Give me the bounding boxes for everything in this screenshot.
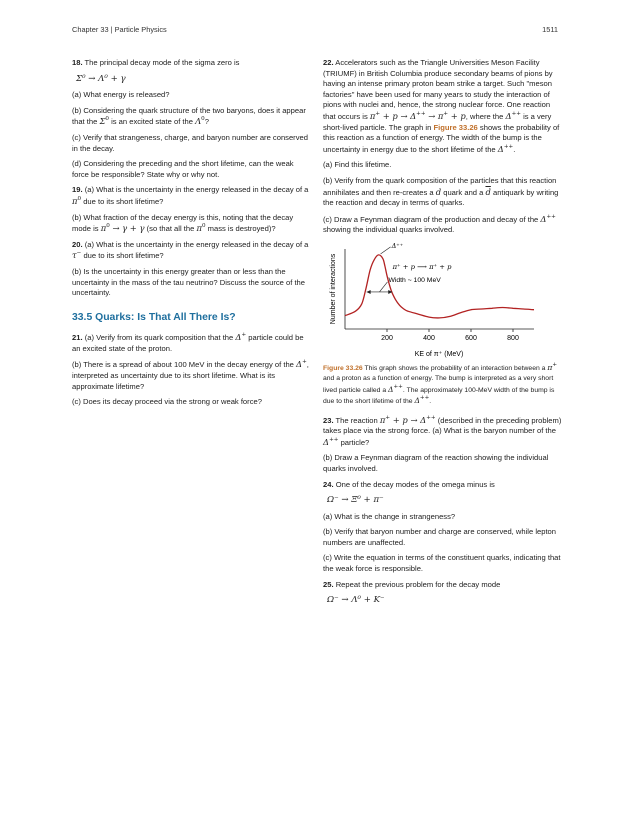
d-quark-symbol: d xyxy=(435,186,442,197)
part-b: (b) Considering the quark structure of the two baryons, does it appear that the $\Sigma^0$ is an excited state of the $\Lambda^0$? xyxy=(72,105,306,127)
peak-label: Δ⁺⁺ xyxy=(391,241,404,250)
x-tick-label: 600 xyxy=(465,334,477,342)
pion-zero-symbol: $\pi^0$ xyxy=(196,223,206,234)
lambda-zero-symbol: $\Lambda^0$ xyxy=(195,116,205,127)
text: (a) What is the uncertainty in the energy released in the decay of a xyxy=(84,239,309,249)
problem-number: 19. xyxy=(72,185,83,195)
text: showing the individual quarks involved. xyxy=(323,225,455,235)
page-number: 1511 xyxy=(542,25,558,34)
reaction-equation: π+ + p → Δ++ → π+ + p xyxy=(369,110,466,121)
reaction-equation: π+ + p → Δ++ xyxy=(379,414,436,425)
pion-plus-symbol: π+ xyxy=(547,361,557,372)
problem-20-a xyxy=(72,240,312,262)
reaction-label: π⁺ + p ⟶ π⁺ + p xyxy=(392,262,452,271)
equation: Σ⁰ → Λ⁰ + γ xyxy=(76,73,126,84)
text: due to its short lifetime? xyxy=(83,251,164,261)
text: particle could be an excited state of the proton. xyxy=(72,333,304,353)
anti-d-quark-symbol: $\overline{d}$ xyxy=(485,186,491,197)
text: (a) What is the uncertainty in the energy released in the decay of a xyxy=(84,185,309,195)
part-a: (a) What energy is released? xyxy=(72,90,170,100)
text: (b) Considering the quark structure of the two baryons, does it appear that the xyxy=(72,105,306,127)
problem-text: The principal decay mode of the sigma zero is xyxy=(84,58,240,67)
text: shows the probability of this reaction as a function of energy. The width of the bump is the uncertainty in energy due to the short lifetime of the xyxy=(323,122,560,154)
text: due to its short lifetime? xyxy=(83,196,164,206)
problem-21-c: (c) Does its decay proceed via the strong or weak force? xyxy=(72,397,262,407)
delta-plus-symbol: Δ+ xyxy=(235,332,247,343)
text: (b) What fraction of the decay energy is this, noting that the decay mode is xyxy=(72,212,294,234)
problem-21-b xyxy=(72,359,312,392)
text: One of the decay modes of the omega minus is xyxy=(335,479,495,489)
part-b: (b) Draw a Feynman diagram of the reaction showing the individual quarks involved. xyxy=(323,453,549,473)
figure-33-26 xyxy=(323,241,563,359)
text: , interpreted as uncertainty due to its short lifetime. What is its approximate lifetime? xyxy=(72,360,309,391)
text: Repeat the previous problem for the decay mode xyxy=(335,579,501,589)
text: Accelerators such as the Triangle Universities Meson Facility (TRIUMF) in British Columbia produce secondary beams of pions by having an intense primary proton beam strike a target. Such "meson factories" have been used for many years to study the interaction of pions with nuclei and, hence, the strong nuclear force. One reaction that occurs is xyxy=(323,58,553,121)
y-axis-label: Number of interactions xyxy=(330,253,337,325)
delta-plusplus-symbol: Δ++ xyxy=(505,110,521,121)
left-column xyxy=(72,58,312,413)
problem-25 xyxy=(323,580,563,591)
part-a: (a) Find this lifetime. xyxy=(323,160,392,170)
width-leader-line xyxy=(379,282,387,292)
part-b: (b) Verify that baryon number and charge are conserved, while lepton numbers are unaffected. xyxy=(323,527,557,547)
delta-plus-symbol: Δ+ xyxy=(296,359,307,370)
text: particle? xyxy=(340,437,370,447)
text: , where the xyxy=(465,111,504,121)
problem-24 xyxy=(323,480,563,491)
section-title: 33.5 Quarks: Is That All There Is? xyxy=(72,311,236,323)
resonance-chart xyxy=(323,241,563,359)
delta-plusplus-symbol: Δ++ xyxy=(540,213,556,224)
chapter-header: Chapter 33 | Particle Physics xyxy=(72,25,167,34)
tau-minus-symbol: τ− xyxy=(72,250,82,261)
equation: Ω⁻ → Ξ⁰ + π⁻ xyxy=(327,495,384,506)
delta-plusplus-symbol: Δ++ xyxy=(387,383,403,394)
caption-label: Figure 33.26 xyxy=(323,364,363,372)
part-c: (c) Verify that strangeness, charge, and baryon number are conserved in the decay. xyxy=(72,132,308,153)
text: (so that all the xyxy=(146,224,195,234)
part-a: (a) What is the change in strangeness? xyxy=(323,511,456,521)
width-label: Width ~ 100 MeV xyxy=(388,276,441,284)
part-c xyxy=(323,214,563,236)
problem-21-a xyxy=(72,332,312,354)
problem-22: 22. Accelerators such as the Triangle Universities Meson Facility (TRIUMF) in British Columbia produce secondary beams of pions by having an intense primary proton beam strike a target. Such "meson factories" have been used for many years to study the interaction of pions with nuclei and, hence, the strong nuclear force. One reaction that occurs is π+ + p → Δ++ → π+ + p, where the Δ++ is a very short-lived particle. The graph in Figure 33.26 shows the probability of this reaction as a function of energy. The width of the bump is the uncertainty in energy due to the short lifetime of the Δ++. xyxy=(323,58,560,154)
problem-number: 25. xyxy=(323,579,334,589)
text: and a proton as a function of energy. The bump is interpreted as a very short lived particle called a xyxy=(323,375,554,394)
pion-zero-symbol: $\pi^0$ xyxy=(72,195,82,206)
text: is an excited state of the xyxy=(111,117,193,127)
problem-20-b: (b) Is the uncertainty in this energy greater than or less than the uncertainty in the mass of the tau neutrino? Discuss the source of the uncertainty. xyxy=(72,266,306,298)
text: (a) Verify from its quark composition that the xyxy=(84,333,234,343)
part-d: (d) Considering the preceding and the short lifetime, can the weak force be responsible? State why or why not. xyxy=(72,159,294,179)
figure-caption: Figure 33.26 This graph shows the probability of an interaction between a π+ and a proton as a function of energy. The bump is interpreted as a very short lived particle called a Δ++. The approximately 100-MeV width of the bump is due to the short lifetime of the Δ++. xyxy=(323,361,557,406)
delta-plusplus-symbol: Δ++ xyxy=(414,395,430,406)
text: antiquark by writing the reaction and decay in terms of quarks. xyxy=(323,187,559,208)
peak-leader-line xyxy=(381,247,391,254)
problem-number: 20. xyxy=(72,239,83,249)
x-tick-label: 400 xyxy=(423,334,435,342)
text: quark and a xyxy=(443,187,484,197)
problem-19-b xyxy=(72,213,312,235)
decay-equation: $\pi^0 \to \gamma + \gamma$ xyxy=(100,223,145,234)
equation: Ω⁻ → Λ⁰ + K⁻ xyxy=(327,595,385,606)
text: mass is destroyed)? xyxy=(207,224,276,234)
text: (described in the preceding problem) takes place via the strong force. (a) What is the baryon number of the xyxy=(323,415,562,436)
problem-19-a xyxy=(72,185,312,207)
problem-number: 23. xyxy=(323,415,334,425)
part-b xyxy=(323,176,563,209)
width-arrow-left xyxy=(367,290,371,294)
problem-number: 22. xyxy=(323,58,334,67)
problem-number: 24. xyxy=(323,479,334,489)
problem-number: 18. xyxy=(72,58,83,67)
text: (b) Verify from the quark composition of the particles that this reaction annihilates and then re-creates a xyxy=(323,175,557,197)
problem-23 xyxy=(323,415,563,449)
x-tick-label: 800 xyxy=(507,334,519,342)
problem-number: 21. xyxy=(72,333,83,343)
text: This graph shows the probability of an interaction between a xyxy=(364,364,546,372)
text: (c) Draw a Feynman diagram of the production and decay of the xyxy=(323,214,539,224)
x-tick-label: 200 xyxy=(381,334,393,342)
right-column xyxy=(323,58,563,612)
sigma-zero-symbol: $\Sigma^0$ xyxy=(99,116,109,127)
figure-link[interactable]: Figure 33.26 xyxy=(433,122,478,132)
text: is a very short-lived particle. The graph in xyxy=(323,111,552,132)
part-c: (c) Write the equation in terms of the constituent quarks, indicating that the weak force is responsible. xyxy=(323,553,561,574)
delta-plusplus-symbol: Δ++ xyxy=(497,143,514,154)
text: (b) There is a spread of about 100 MeV in the decay energy of the xyxy=(72,360,294,370)
x-axis-label: KE of π⁺ (MeV) xyxy=(414,350,464,358)
delta-plusplus-symbol: Δ++ xyxy=(323,436,339,447)
problem-18 xyxy=(72,58,312,69)
text: The reaction xyxy=(335,415,378,425)
text: . The approximately 100-MeV width of the bump is due to the short lifetime of the xyxy=(323,386,555,406)
